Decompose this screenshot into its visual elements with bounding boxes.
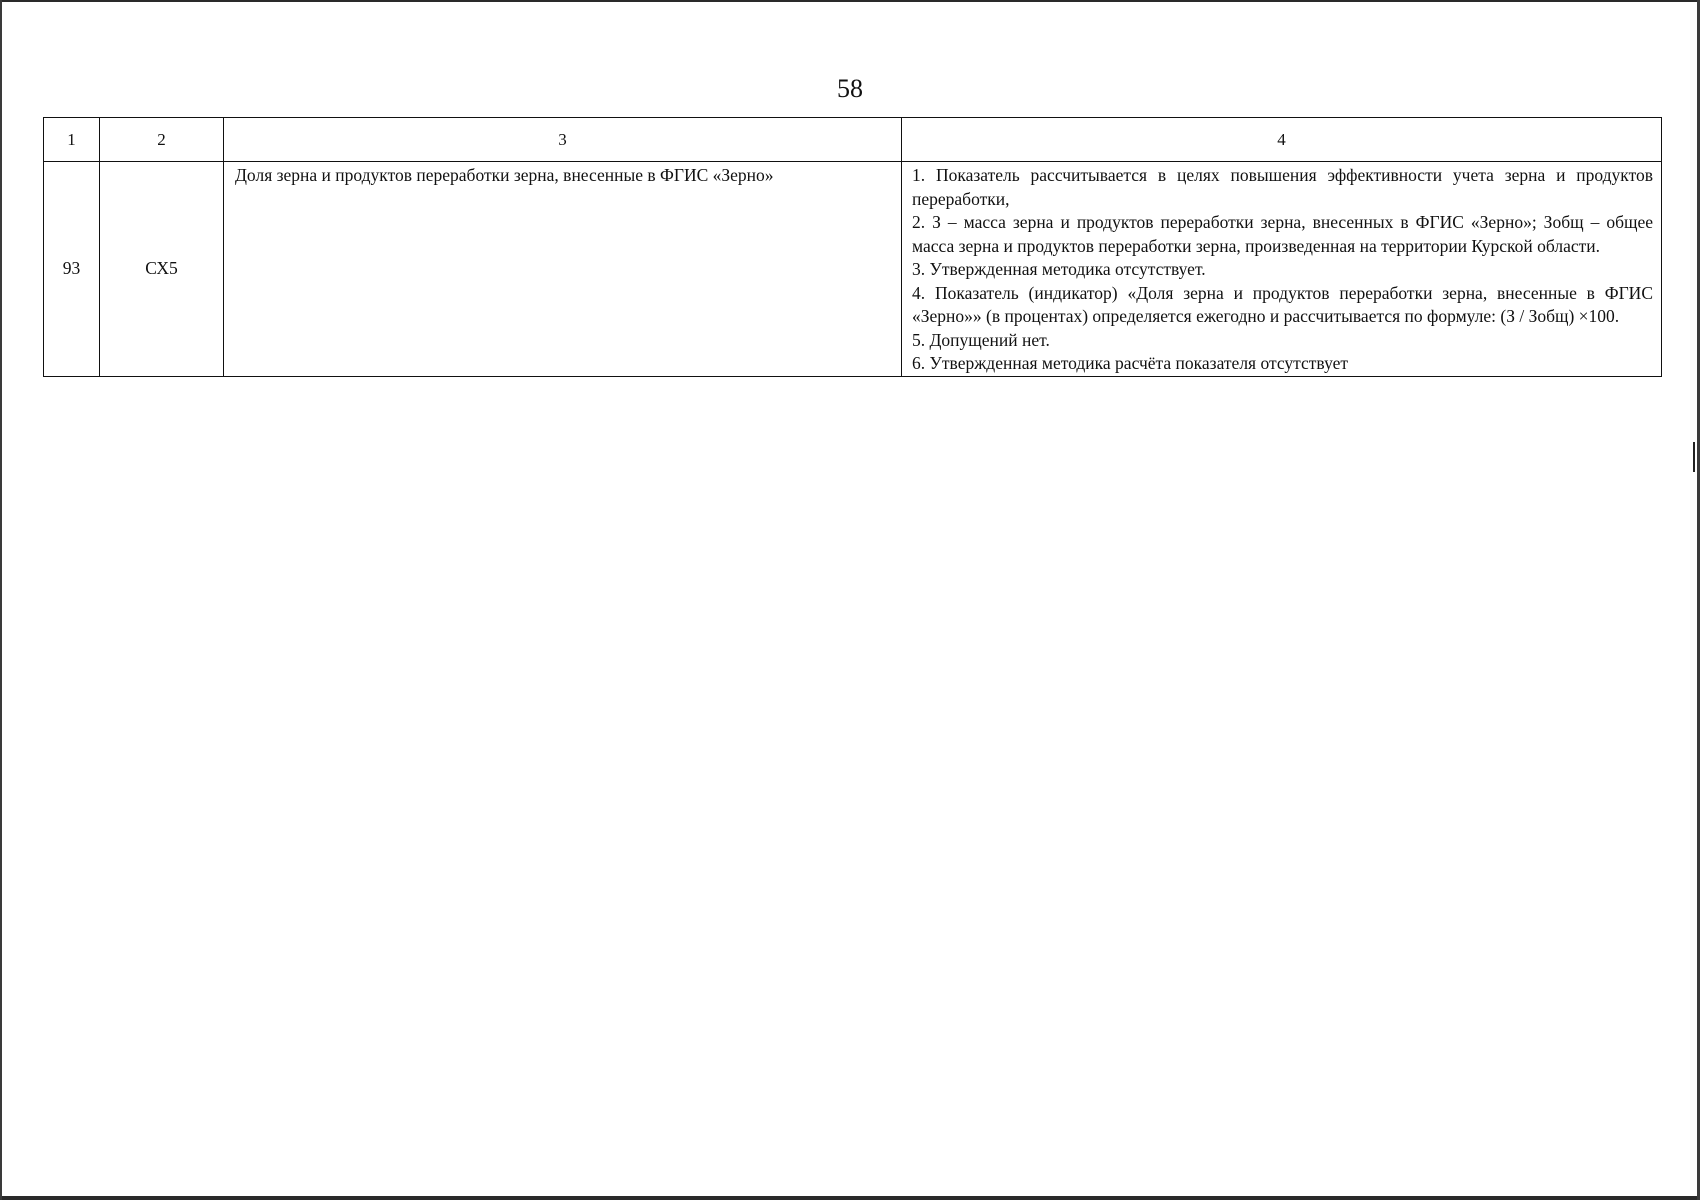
description-item-2: 2. З – масса зерна и продуктов переработки зерна, внесенных в ФГИС «Зерно»; Зобщ – общее масса зерна и продуктов переработки зерна, произведенная на территории Курской области.	[912, 212, 1653, 256]
header-cell-1: 1	[44, 118, 100, 162]
table-header-row	[44, 118, 1662, 162]
indicator-code-cell: СХ5	[100, 162, 224, 377]
header-cell-2: 2	[100, 118, 224, 162]
description-item-3: 3. Утвержденная методика отсутствует.	[912, 259, 1206, 279]
scan-artifact-mark	[1693, 442, 1695, 472]
description-item-4: 4. Показатель (индикатор) «Доля зерна и продуктов переработки зерна, внесенные в ФГИС «Зерно»» (в процентах) определяется ежегодно и рассчитывается по формуле: (З / Зобщ) ×100.	[912, 282, 1653, 326]
indicator-table	[43, 117, 1662, 377]
scan-border-top	[0, 0, 1700, 2]
header-cell-4: 4	[902, 118, 1662, 162]
table-row	[44, 162, 1662, 377]
description-item-5: 5. Допущений нет.	[912, 329, 1050, 350]
description-item-6: 6. Утвержденная методика расчёта показателя отсутствует	[912, 353, 1349, 373]
page-number: 58	[837, 74, 863, 103]
row-number-cell: 93	[44, 162, 100, 377]
scan-border-left	[0, 0, 2, 1200]
header-cell-3: 3	[224, 118, 902, 162]
scan-border-bottom	[0, 1196, 1700, 1200]
indicator-name-cell: Доля зерна и продуктов переработки зерна, внесенные в ФГИС «Зерно»	[224, 162, 902, 377]
description-item-1: 1. Показатель рассчитывается в целях повышения эффективности учета зерна и продуктов переработки,	[912, 165, 1653, 209]
indicator-description-cell	[902, 162, 1662, 377]
